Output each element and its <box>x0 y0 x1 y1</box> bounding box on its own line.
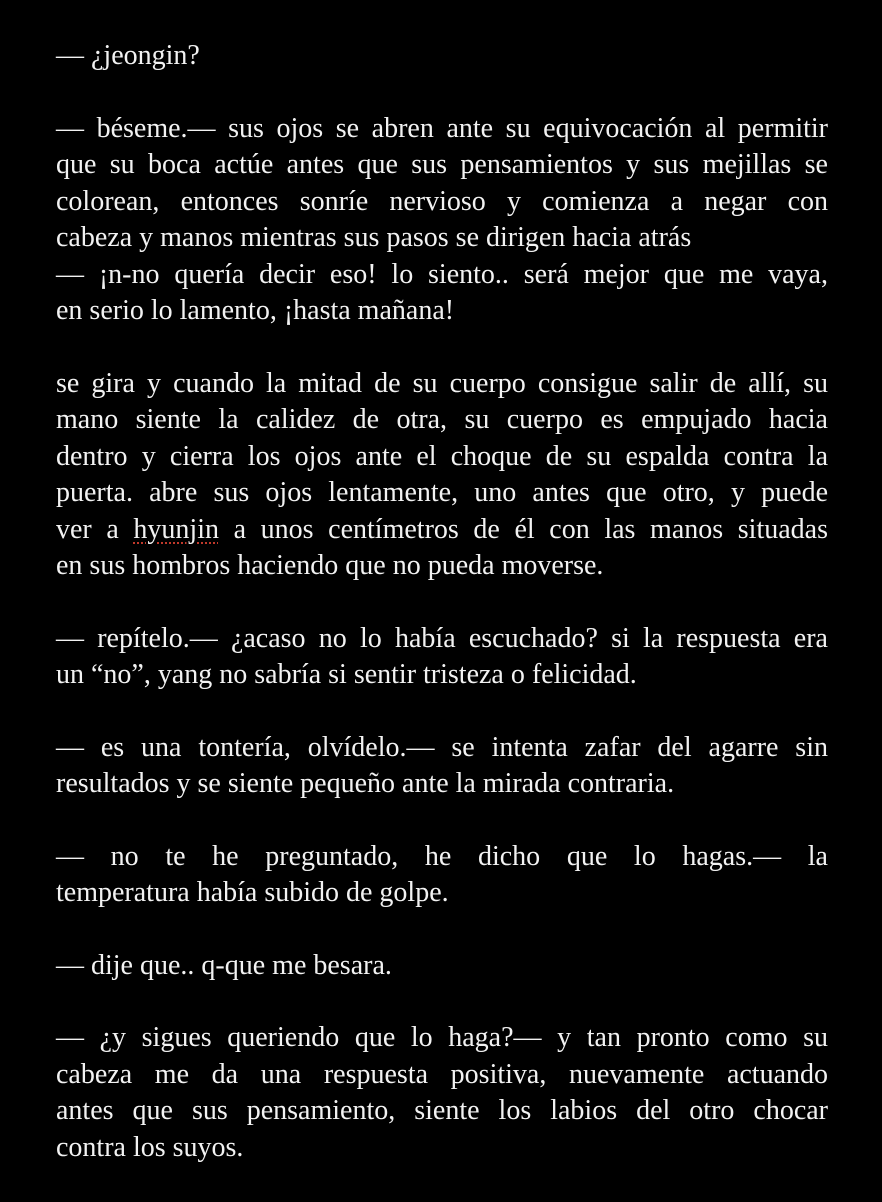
misspelled-word[interactable]: hyunjin <box>133 513 219 545</box>
paragraph-3 <box>56 366 828 585</box>
text-line: cabeza y manos mientras sus pasos se dirigen hacia atrás <box>56 222 692 253</box>
text-line: — no te he preguntado, he dicho que lo hagas.— la <box>56 840 828 872</box>
text-line: — es una tontería, olvídelo.— se intenta zafar del agarre sin <box>56 731 828 763</box>
text-line: en serio lo lamento, ¡hasta mañana! <box>56 295 455 326</box>
text-line: mano siente la calidez de otra, su cuerpo es empujado hacia <box>56 404 828 435</box>
text-line: cabeza me da una respuesta positiva, nuevamente actuando <box>56 1058 828 1090</box>
text-line: colorean, entonces sonríe nervioso y comienza a negar con <box>56 185 828 217</box>
text-line: dentro y cierra los ojos ante el choque de su espalda contra la <box>56 440 828 472</box>
text-line: — ¿jeongin? <box>56 40 200 71</box>
text-fragment: ver a <box>56 513 134 545</box>
text-line: — repítelo.— ¿acaso no lo había escuchado? si la respuesta era <box>56 622 828 654</box>
text-line: puerta. abre sus ojos lentamente, uno antes que otro, y puede <box>56 477 828 508</box>
text-line: en sus hombros haciendo que no pueda moverse. <box>56 550 604 581</box>
paragraph-4 <box>56 621 828 694</box>
text-line: resultados y se siente pequeño ante la mirada contraria. <box>56 768 675 799</box>
text-line: temperatura había subido de golpe. <box>56 877 449 908</box>
paragraph-6 <box>56 839 828 912</box>
paragraph-5 <box>56 730 828 803</box>
text-fragment: a unos centímetros de él con las manos situadas <box>218 513 828 545</box>
text-line: antes que sus pensamiento, siente los labios del otro chocar <box>56 1095 828 1126</box>
document-page <box>56 38 828 1202</box>
paragraph-2 <box>56 111 828 330</box>
text-line: — dije que.. q-que me besara. <box>56 949 392 981</box>
text-line: — béseme.— sus ojos se abren ante su equivocación al permitir <box>56 112 828 144</box>
text-line: contra los suyos. <box>56 1131 244 1163</box>
text-line: — ¡n-no quería decir eso! lo siento.. será mejor que me vaya, <box>56 258 828 290</box>
paragraph-8 <box>56 1020 828 1166</box>
text-line-with-spellcheck <box>56 512 828 549</box>
text-line: — ¿y sigues queriendo que lo haga?— y tan pronto como su <box>56 1022 828 1053</box>
text-line: que su boca actúe antes que sus pensamientos y sus mejillas se <box>56 149 828 180</box>
text-line: se gira y cuando la mitad de su cuerpo consigue salir de allí, su <box>56 367 828 399</box>
text-line: un “no”, yang no sabría si sentir tristeza o felicidad. <box>56 659 637 690</box>
paragraph-7 <box>56 948 828 985</box>
paragraph-1 <box>56 38 828 75</box>
